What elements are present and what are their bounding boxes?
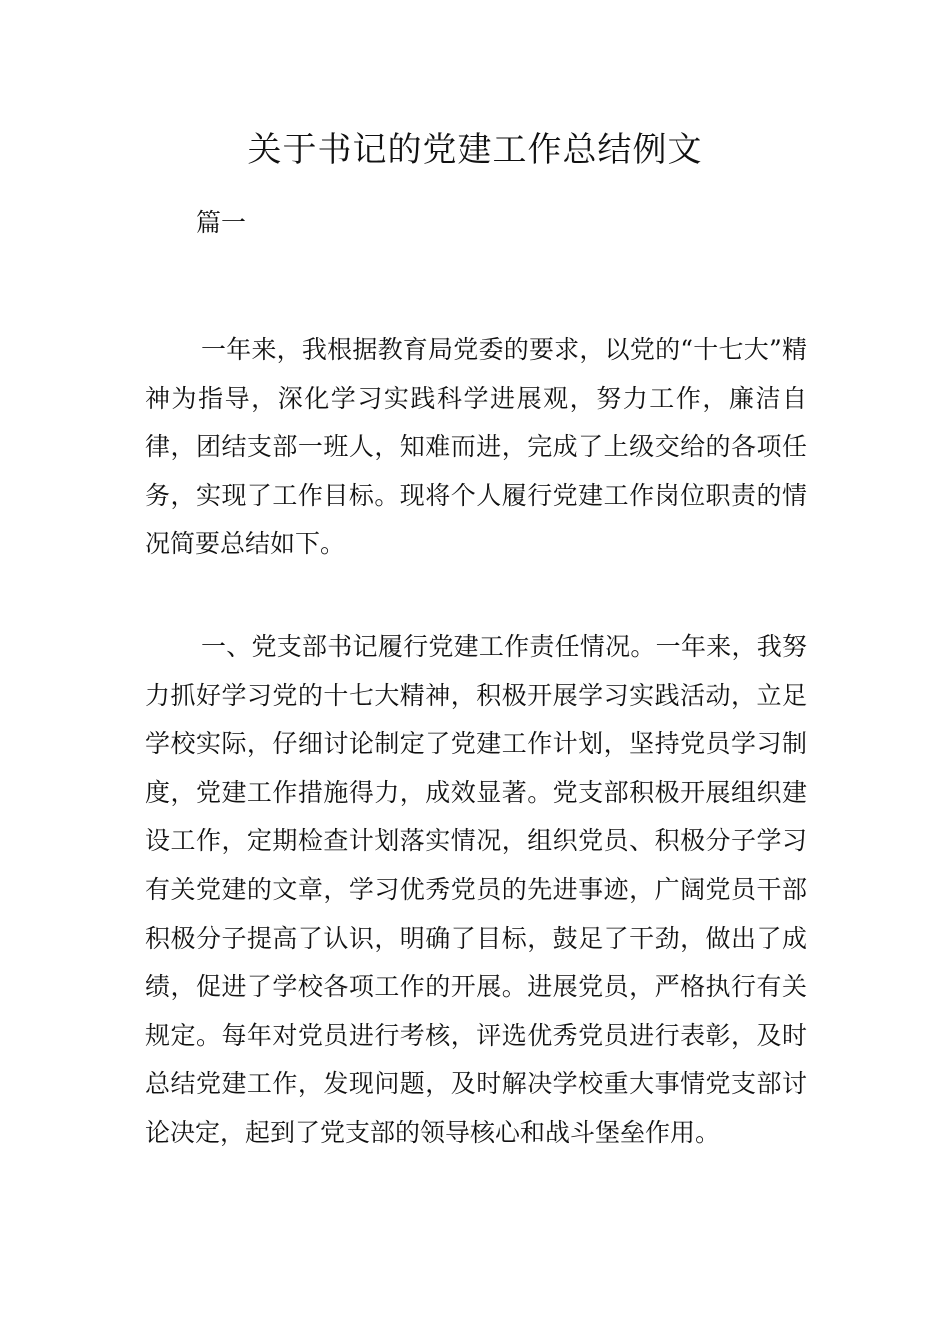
paragraph-section-one: 一、党支部书记履行党建工作责任情况。一年来，我努力抓好学习党的十七大精神，积极开展学习实践活动，立足学校实际，仔细讨论制定了党建工作计划，坚持党员学习制度，党建工作措施得力，成效显著。党支部积极开展组织建设工作，定期检查计划落实情况，组织党员、积极分子学习有关党建的文章，学习优秀党员的先进事迹，广阔党员干部积极分子提高了认识，明确了目标，鼓足了干劲，做出了成绩，促进了学校各项工作的开展。进展党员，严格执行有关规定。每年对党员进行考核，评选优秀党员进行表彰，及时总结党建工作，发现问题，及时解决学校重大事情党支部讨论决定，起到了党支部的领导核心和战斗堡垒作用。 bbox=[145, 632, 807, 1147]
paragraph-intro: 一年来，我根据教育局党委的要求，以党的“十七大”精神为指导，深化学习实践科学进展观，努力工作，廉洁自律，团结支部一班人，知难而进，完成了上级交给的各项任务，实现了工作目标。现将个人履行党建工作岗位职责的情况简要总结如下。 bbox=[145, 335, 807, 559]
section-label: 篇一 bbox=[196, 208, 247, 237]
document-title: 关于书记的党建工作总结例文 bbox=[247, 130, 703, 170]
